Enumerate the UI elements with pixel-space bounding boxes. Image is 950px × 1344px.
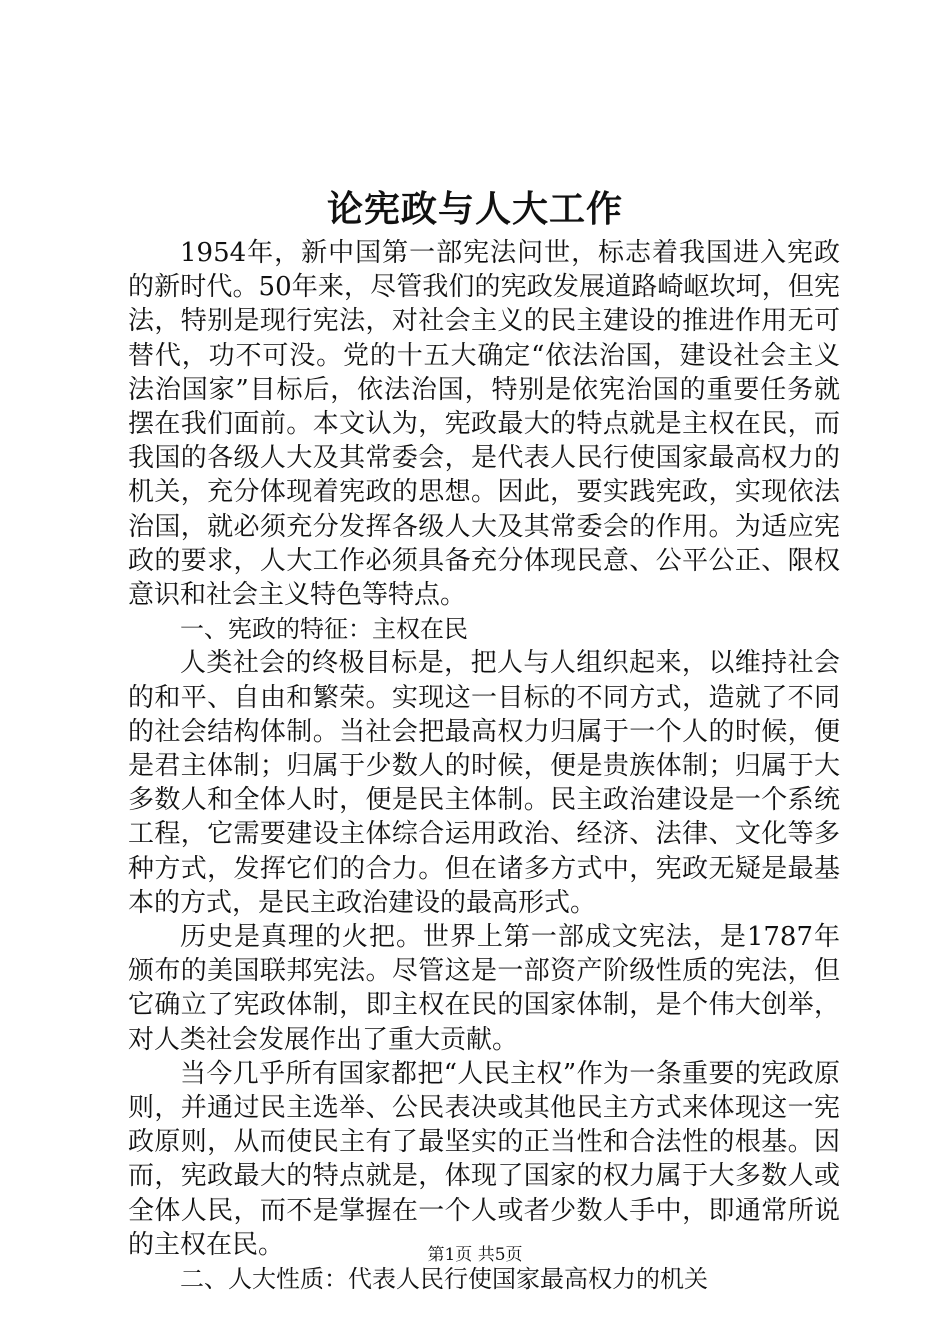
- document-body: [128, 236, 840, 1296]
- document-title: 论宪政与人大工作: [326, 188, 623, 230]
- section-heading-1: 一、宪政的特征：主权在民: [180, 615, 468, 644]
- page-indicator: 第1页 共5页: [427, 1245, 523, 1265]
- paragraph-intro: 1954年，新中国第一部宪法问世，标志着我国进入宪政的新时代。50年来，尽管我们的宪政发展道路崎岖坎坷，但宪法，特别是现行宪法，对社会主义的民主建设的推进作用无可替代，功不可没。党的十五大确定“依法治国，建设社会主义法治国家”目标后，依法治国，特别是依宪治国的重要任务就摆在我们面前。本文认为，宪政最大的特点就是主权在民，而我国的各级人大及其常委会，是代表人民行使国家最高权力的机关，充分体现着宪政的思想。因此，要实践宪政，实现依法治国，就必须充分发挥各级人大及其常委会的作用。为适应宪政的要求，人大工作必须具备充分体现民意、公平公正、限权意识和社会主义特色等特点。: [128, 238, 840, 611]
- paragraph-popular-sovereignty: 当今几乎所有国家都把“人民主权”作为一条重要的宪政原则，并通过民主选举、公民表决或其他民主方式来体现这一宪政原则，从而使民主有了最坚实的正当性和合法性的根基。因而，宪政最大的特点就是，体现了国家的权力属于大多数人或全体人民，而不是掌握在一个人或者少数人手中，即通常所说的主权在民。: [128, 1058, 840, 1260]
- paragraph-social-goal: 人类社会的终极目标是，把人与人组织起来，以维持社会的和平、自由和繁荣。实现这一目标的不同方式，造就了不同的社会结构体制。当社会把最高权力归属于一个人的时候，便是君主体制；归属于少数人的时候，便是贵族体制；归属于大多数人和全体人时，便是民主体制。民主政治建设是一个系统工程，它需要建设主体综合运用政治、经济、法律、文化等多种方式，发挥它们的合力。但在诸多方式中，宪政无疑是最基本的方式，是民主政治建设的最高形式。: [128, 648, 840, 918]
- section-heading-2: 二、人大性质：代表人民行使国家最高权力的机关: [180, 1265, 708, 1294]
- paragraph-history: 历史是真理的火把。世界上第一部成文宪法，是1787年颁布的美国联邦宪法。尽管这是一部资产阶级性质的宪法，但它确立了宪政体制，即主权在民的国家体制，是个伟大创举，对人类社会发展作出了重大贡献。: [128, 922, 840, 1055]
